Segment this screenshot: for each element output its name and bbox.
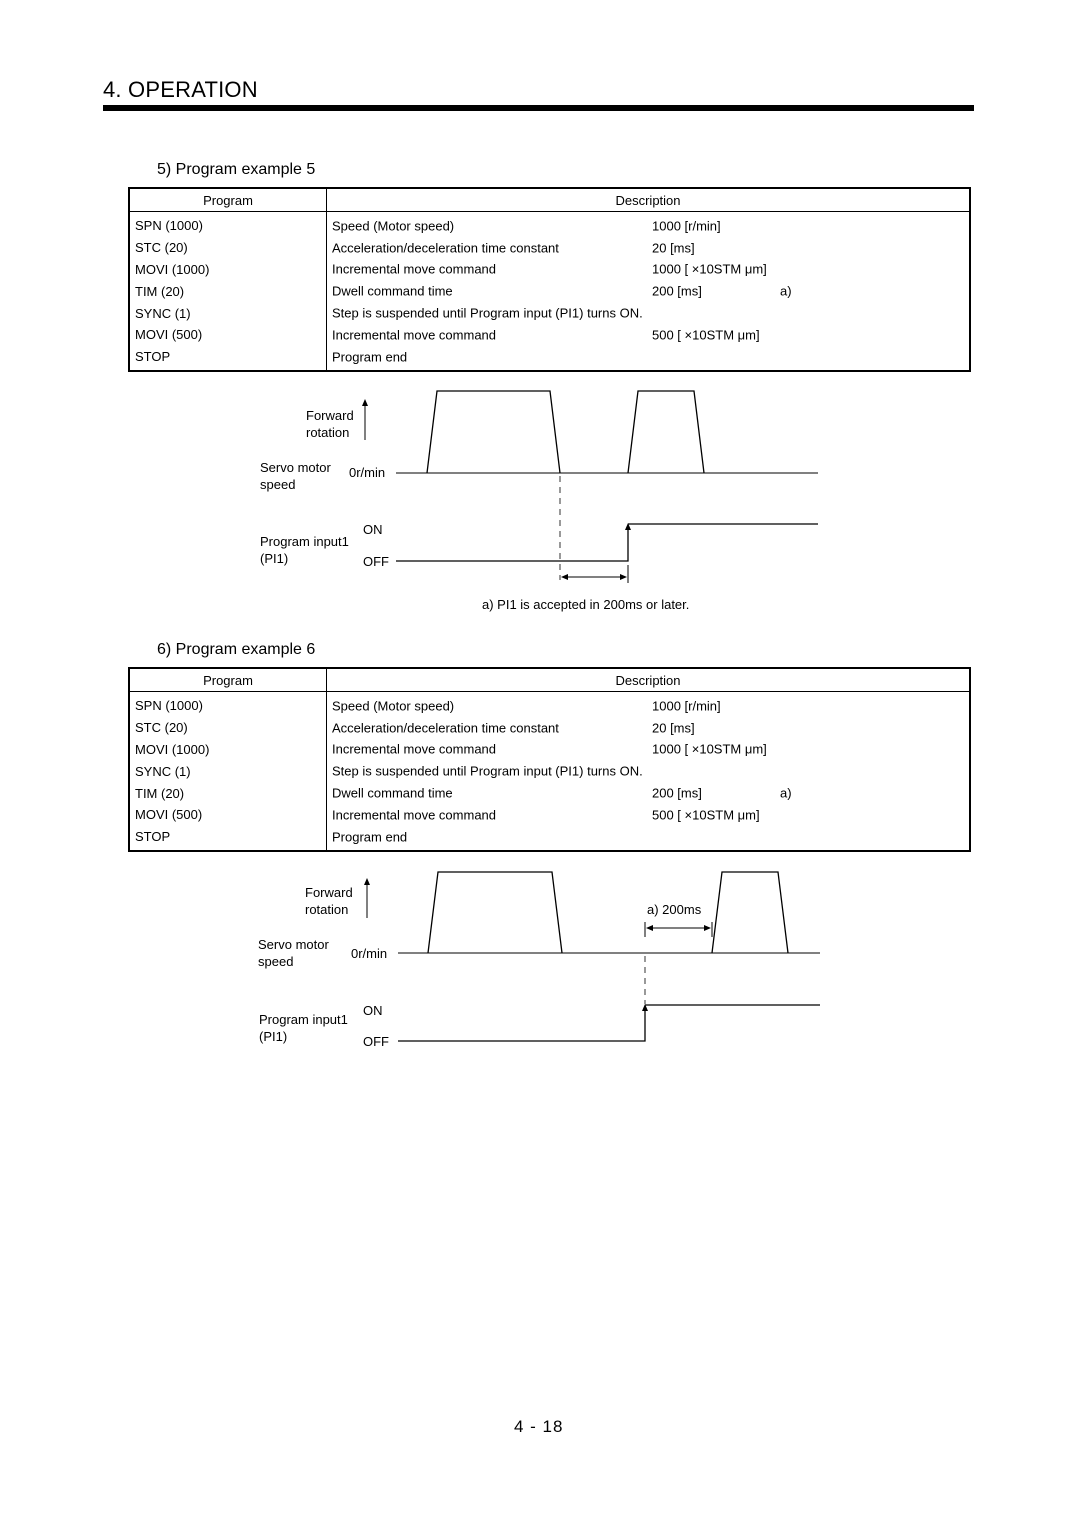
example5-table (128, 187, 971, 372)
table-row (129, 804, 970, 826)
example5-timing-chart (0, 390, 1080, 620)
interval-arrowhead-left (561, 574, 568, 580)
description-text: Program end (332, 349, 408, 365)
page-section-title: 4. OPERATION (103, 77, 258, 102)
example5-title: 5) Program example 5 (157, 161, 316, 178)
program-cell: MOVI (1000) (129, 739, 327, 761)
off-label: OFF (363, 1034, 389, 1049)
description-text: Step is suspended until Program input (PI1) turns ON. (332, 305, 643, 321)
description-text: Incremental move command (332, 807, 497, 823)
program-cell: MOVI (500) (129, 804, 327, 826)
example6-table (128, 667, 971, 852)
description-text: Acceleration/deceleration time constant (332, 720, 559, 736)
speed-label: speed (258, 954, 294, 969)
program-input-label: Program input1 (259, 1012, 348, 1027)
description-value: 20 [ms] (652, 240, 695, 256)
program-cell: MOVI (500) (129, 324, 327, 346)
description-text: Incremental move command (332, 741, 497, 757)
example6-timing-chart (0, 870, 1080, 1060)
program-cell: STOP (129, 826, 327, 851)
table-row (129, 346, 970, 371)
interval-arrowhead-right (620, 574, 627, 580)
program-input-label: Program input1 (260, 534, 349, 549)
program-cell: TIM (20) (129, 782, 327, 804)
example6-title: 6) Program example 6 (157, 641, 316, 658)
table-row (129, 302, 970, 324)
header-rule (103, 105, 974, 111)
interval-arrowhead-right (704, 925, 711, 931)
interval-arrowhead-left (646, 925, 653, 931)
pi1-label: (PI1) (259, 1029, 288, 1044)
timing-annotation: a) PI1 is accepted in 200ms or later. (482, 597, 690, 612)
table-row (129, 692, 970, 717)
speed-label: speed (260, 477, 296, 492)
description-value: 1000 [r/min] (652, 218, 721, 234)
program-cell: MOVI (1000) (129, 259, 327, 281)
description-note: a) (780, 283, 792, 299)
description-value: 1000 [ ×10STM μm] (652, 741, 767, 757)
description-value: 1000 [ ×10STM μm] (652, 261, 767, 277)
on-label: ON (363, 522, 383, 537)
description-cell (327, 212, 971, 237)
table-row (129, 760, 970, 782)
column-header-description: Description (327, 668, 971, 692)
speed-profile-1 (427, 391, 560, 473)
description-cell (327, 782, 971, 804)
off-label: OFF (363, 554, 389, 569)
speed-profile-2 (628, 391, 704, 473)
program-cell: STOP (129, 346, 327, 371)
table-row (129, 739, 970, 761)
description-cell (327, 826, 971, 851)
description-note: a) (780, 785, 792, 801)
example6-rows (129, 692, 970, 851)
description-cell (327, 760, 971, 782)
pi1-signal-low (398, 1011, 645, 1041)
description-value: 200 [ms] (652, 785, 702, 801)
description-text: Acceleration/deceleration time constant (332, 240, 559, 256)
page-number: 4 - 18 (514, 1417, 564, 1436)
description-text: Program end (332, 829, 408, 845)
zero-speed-label: 0r/min (351, 946, 388, 961)
description-cell (327, 804, 971, 826)
forward-arrowhead (364, 878, 370, 885)
description-text: Dwell command time (332, 283, 453, 299)
description-cell (327, 692, 971, 717)
zero-speed-label: 0r/min (349, 465, 386, 480)
program-cell: SPN (1000) (129, 692, 327, 717)
description-value: 1000 [r/min] (652, 698, 721, 714)
description-value: 20 [ms] (652, 720, 695, 736)
program-cell: TIM (20) (129, 280, 327, 302)
speed-profile-1 (428, 872, 562, 953)
speed-profile-2 (712, 872, 788, 953)
forward-arrowhead (362, 399, 368, 406)
description-value: 200 [ms] (652, 283, 702, 299)
description-cell (327, 346, 971, 371)
forward-label: Forward (306, 408, 354, 423)
description-cell (327, 739, 971, 761)
rotation-label: rotation (305, 902, 349, 917)
table-row (129, 717, 970, 739)
table-row (129, 259, 970, 281)
program-cell: SYNC (1) (129, 302, 327, 324)
on-label: ON (363, 1003, 383, 1018)
table-row (129, 212, 970, 237)
description-cell (327, 280, 971, 302)
forward-label: Forward (305, 885, 353, 900)
description-text: Speed (Motor speed) (332, 698, 455, 714)
program-cell: SPN (1000) (129, 212, 327, 237)
description-value: 500 [ ×10STM μm] (652, 807, 760, 823)
table-row (129, 782, 970, 804)
pi1-label: (PI1) (260, 551, 289, 566)
program-cell: SYNC (1) (129, 760, 327, 782)
description-cell (327, 259, 971, 281)
description-text: Incremental move command (332, 261, 497, 277)
description-cell (327, 324, 971, 346)
table-row (129, 237, 970, 259)
description-cell (327, 302, 971, 324)
column-header-program: Program (129, 188, 327, 212)
program-cell: STC (20) (129, 237, 327, 259)
timing-annotation: a) 200ms (647, 902, 702, 917)
description-cell (327, 237, 971, 259)
column-header-description: Description (327, 188, 971, 212)
pi1-signal-low (396, 530, 628, 561)
description-value: 500 [ ×10STM μm] (652, 327, 760, 343)
column-header-program: Program (129, 668, 327, 692)
example5-rows (129, 212, 970, 371)
description-text: Dwell command time (332, 785, 453, 801)
servo-motor-label: Servo motor (260, 460, 331, 475)
rotation-label: rotation (306, 425, 350, 440)
table-row (129, 280, 970, 302)
description-text: Speed (Motor speed) (332, 218, 455, 234)
table-row (129, 826, 970, 851)
program-cell: STC (20) (129, 717, 327, 739)
description-text: Incremental move command (332, 327, 497, 343)
description-text: Step is suspended until Program input (PI1) turns ON. (332, 763, 643, 779)
table-row (129, 324, 970, 346)
description-cell (327, 717, 971, 739)
servo-motor-label: Servo motor (258, 937, 329, 952)
